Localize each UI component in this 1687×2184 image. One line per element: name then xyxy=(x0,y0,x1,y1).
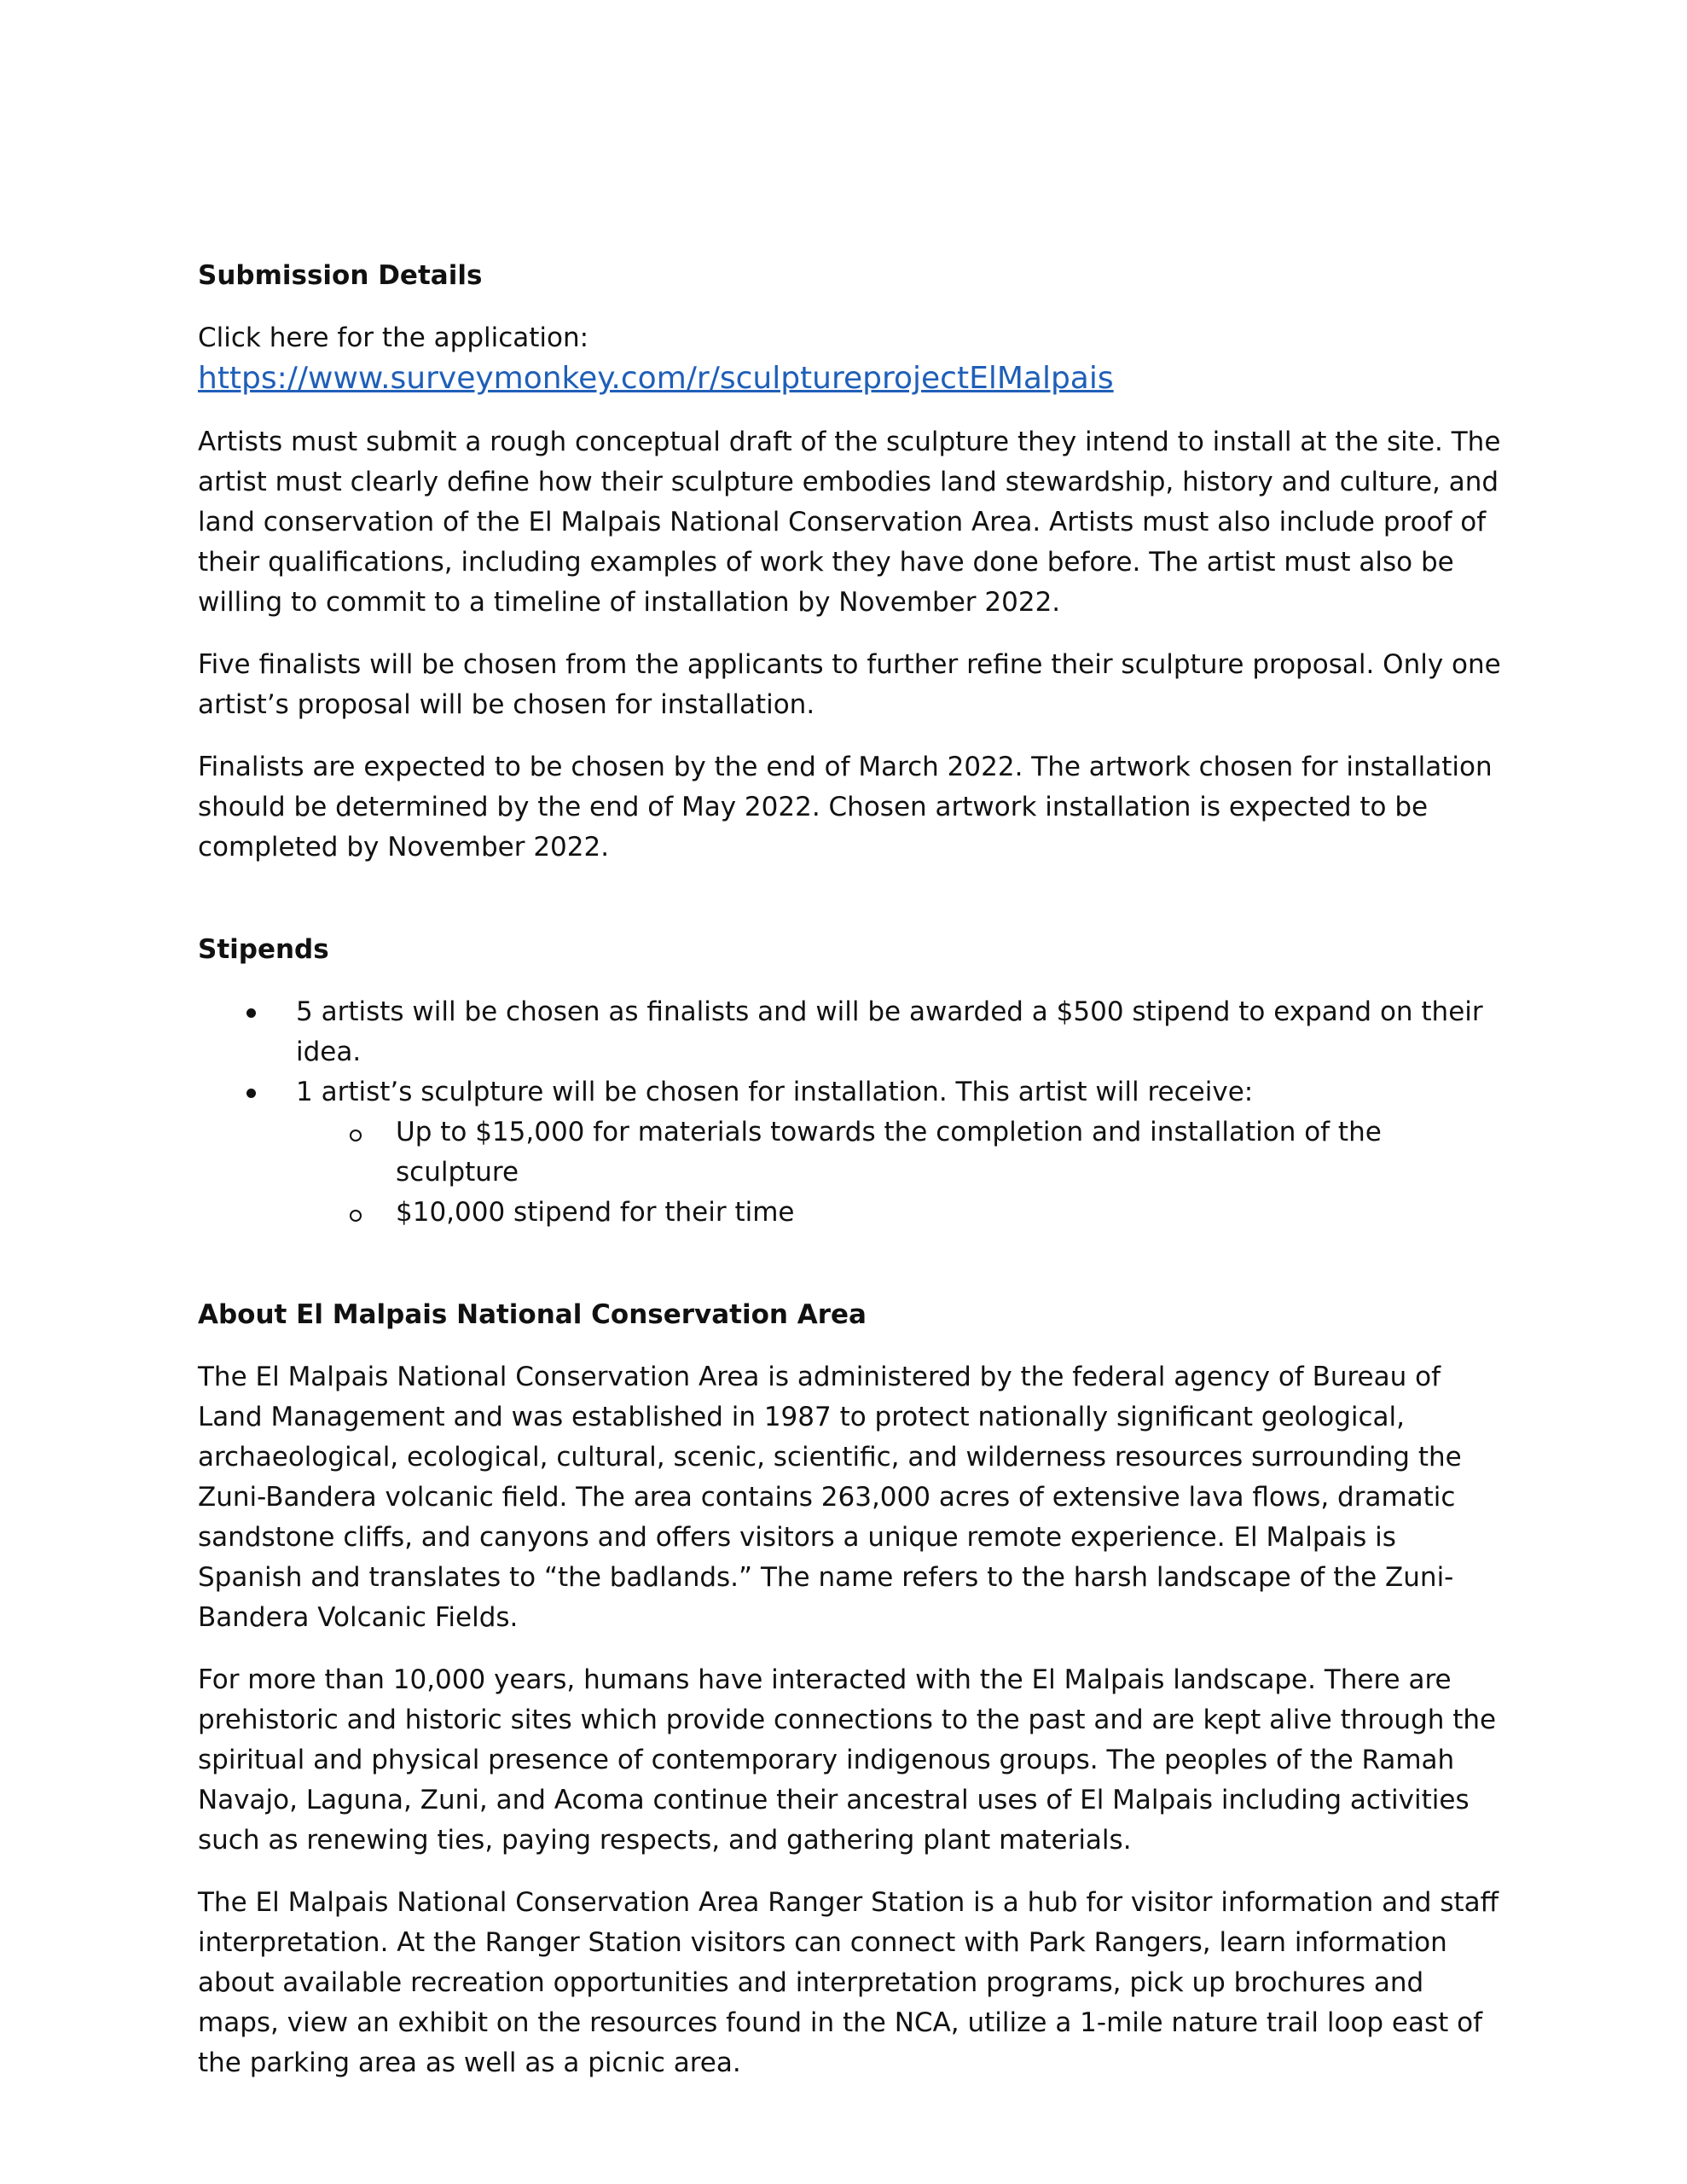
document-page xyxy=(198,256,1503,2083)
submission-paragraph-2: Five finalists will be chosen from the applicants to further refine their sculpture proposal. Only one artist’s proposal will be chosen for installation. xyxy=(198,649,1501,720)
bullet-icon xyxy=(246,1008,256,1018)
stipend-bullet-winner xyxy=(198,1072,1503,1112)
stipends-heading: Stipends xyxy=(198,934,329,965)
about-paragraph-2: For more than 10,000 years, humans have interacted with the El Malpais landscape. There are prehistoric and historic sites which provide connections to the past and are kept alive through the spiritual and physical presence of contemporary indigenous groups. The peoples of the Ramah Navajo, Laguna, Zuni, and Acoma continue their ancestral uses of El Malpais including activities such as renewing ties, paying respects, and gathering plant materials. xyxy=(198,1664,1497,1856)
bullet-icon xyxy=(246,1089,256,1098)
application-label: Click here for the application: xyxy=(198,322,589,353)
stipends-sublist xyxy=(198,1112,1503,1233)
submission-details-heading: Submission Details xyxy=(198,260,483,291)
stipend-sub-materials-text: Up to $15,000 for materials towards the completion and installation of the sculpture xyxy=(396,1117,1382,1188)
application-line xyxy=(198,318,1503,400)
stipend-sub-time xyxy=(198,1193,1503,1233)
about-paragraph-1: The El Malpais National Conservation Area is administered by the federal agency of Bureau of Land Management and was established in 1987 to protect nationally significant geological, archaeological, ecological, cultural, scenic, scientific, and wilderness resources surrounding the Zuni-Bandera volcanic field. The area contains 263,000 acres of extensive lava flows, dramatic sandstone cliffs, and canyons and offers visitors a unique remote experience. El Malpais is Spanish and translates to “the badlands.” The name refers to the harsh landscape of the Zuni-Bandera Volcanic Fields. xyxy=(198,1362,1462,1633)
submission-paragraph-3: Finalists are expected to be chosen by the end of March 2022. The artwork chosen for installation should be determined by the end of May 2022. Chosen artwork installation is expected to be completed by November 2022. xyxy=(198,752,1493,863)
stipend-bullet-winner-text: 1 artist’s sculpture will be chosen for installation. This artist will receive: xyxy=(296,1077,1254,1107)
sub-bullet-icon xyxy=(350,1210,362,1222)
about-paragraph-3: The El Malpais National Conservation Area Ranger Station is a hub for visitor information and staff interpretation. At the Ranger Station visitors can connect with Park Rangers, learn information about available recreation opportunities and interpretation programs, pick up brochures and maps, view an exhibit on the resources found in the NCA, utilize a 1-mile nature trail loop east of the parking area as well as a picnic area. xyxy=(198,1887,1499,2078)
stipends-list xyxy=(198,992,1503,1112)
stipend-bullet-finalists xyxy=(198,992,1503,1072)
application-link[interactable]: https://www.surveymonkey.com/r/sculptureprojectElMalpais xyxy=(198,361,1114,396)
submission-paragraph-1: Artists must submit a rough conceptual draft of the sculpture they intend to install at the site. The artist must clearly define how their sculpture embodies land stewardship, history and culture, and land conservation of the El Malpais National Conservation Area. Artists must also include proof of their qualifications, including examples of work they have done before. The artist must also be willing to commit to a timeline of installation by November 2022. xyxy=(198,427,1501,618)
sub-bullet-icon xyxy=(350,1130,362,1141)
about-heading: About El Malpais National Conservation Area xyxy=(198,1299,867,1330)
stipend-sub-time-text: $10,000 stipend for their time xyxy=(396,1197,795,1228)
stipend-bullet-finalists-text: 5 artists will be chosen as finalists and will be awarded a $500 stipend to expand on their idea. xyxy=(296,996,1483,1067)
stipend-sub-materials xyxy=(198,1112,1503,1193)
